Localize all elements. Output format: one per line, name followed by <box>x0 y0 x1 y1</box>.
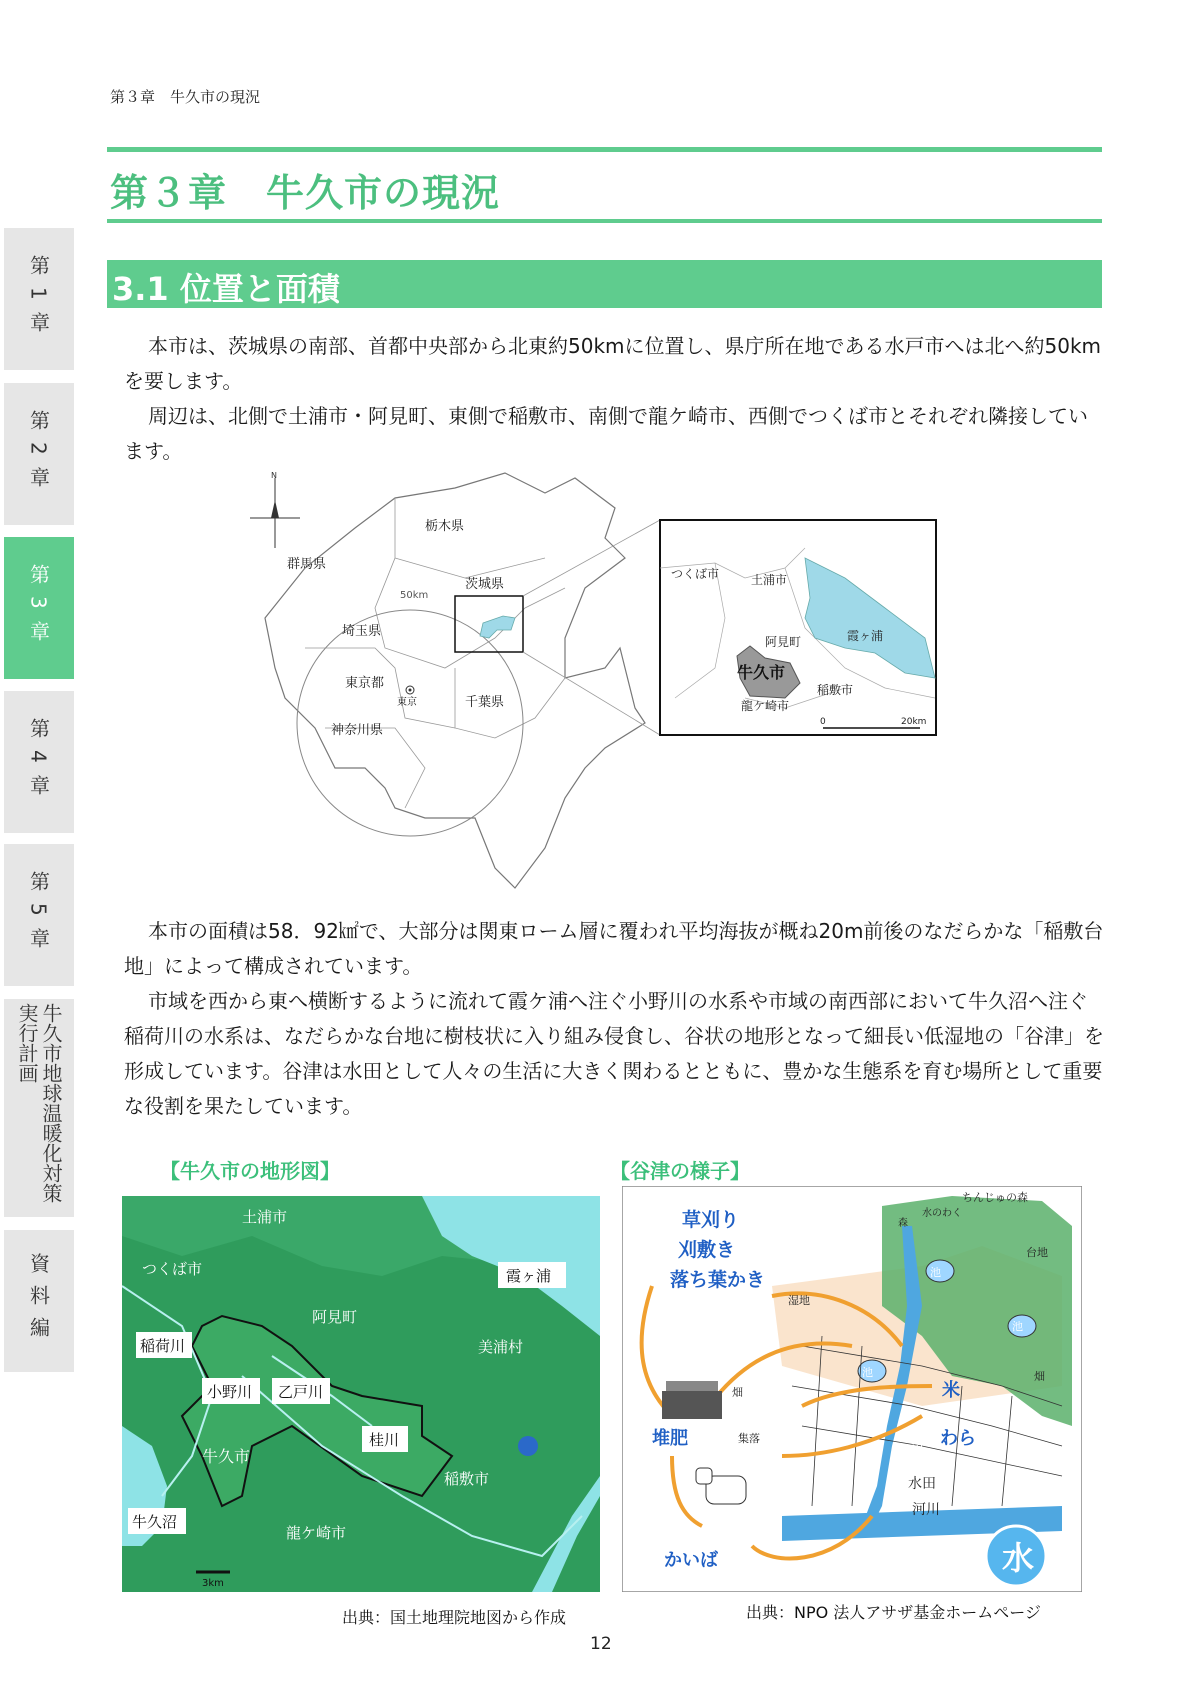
yatsu-credit: 出典：NPO 法人アサザ基金ホームページ <box>746 1603 1041 1622</box>
side-tab-appendix[interactable] <box>4 1230 74 1372</box>
north-arrow-icon <box>250 471 300 548</box>
svg-text:草刈り: 草刈り <box>682 1209 740 1231</box>
svg-text:霞ヶ浦: 霞ヶ浦 <box>847 629 884 643</box>
svg-text:龍ケ崎市: 龍ケ崎市 <box>741 699 790 713</box>
svg-text:刈敷き: 刈敷き <box>678 1239 736 1261</box>
side-tab-chapter-5[interactable] <box>4 844 74 986</box>
svg-text:わら: わら <box>940 1428 976 1449</box>
svg-text:美浦村: 美浦村 <box>478 1338 524 1356</box>
svg-text:霞ヶ浦: 霞ヶ浦 <box>506 1267 552 1285</box>
svg-text:米: 米 <box>942 1380 960 1401</box>
svg-text:土浦市: 土浦市 <box>751 573 788 587</box>
terrain-map <box>122 1196 600 1592</box>
yatsu-illustration <box>622 1186 1082 1592</box>
svg-text:池: 池 <box>862 1366 873 1379</box>
svg-text:50km: 50km <box>400 590 429 601</box>
side-tab-chapter-4[interactable] <box>4 691 74 833</box>
side-tab-label: 第3章 <box>26 563 51 653</box>
side-tab-chapter-1[interactable] <box>4 228 74 370</box>
svg-text:水田: 水田 <box>908 1476 936 1492</box>
side-tab-label: 第5章 <box>26 870 51 960</box>
svg-text:千葉県: 千葉県 <box>465 695 505 710</box>
side-tab-plan[interactable] <box>4 999 74 1217</box>
svg-text:畑: 畑 <box>732 1386 743 1399</box>
paragraph: 周辺は、北側で土浦市・阿見町、東側で稲敷市、南側で龍ケ崎市、西側でつくば市とそれぞれ隣接しています。 <box>124 404 1088 463</box>
svg-text:神奈川県: 神奈川県 <box>331 723 384 738</box>
svg-text:牛久市: 牛久市 <box>202 1447 251 1466</box>
svg-text:0: 0 <box>820 717 826 727</box>
svg-text:稲荷川: 稲荷川 <box>140 1337 186 1355</box>
svg-text:堆肥: 堆肥 <box>652 1428 688 1449</box>
yatsu-figure-title: 【谷津の様子】 <box>610 1159 750 1183</box>
svg-text:乙戸川: 乙戸川 <box>278 1383 324 1401</box>
svg-text:落ち葉かき: 落ち葉かき <box>670 1269 766 1291</box>
svg-text:水のわく: 水のわく <box>922 1208 962 1219</box>
svg-text:池: 池 <box>930 1266 941 1279</box>
svg-text:桂川: 桂川 <box>369 1431 400 1449</box>
terrain-credit: 出典：国土地理院地図から作成 <box>342 1608 567 1627</box>
location-paragraphs <box>124 329 1104 469</box>
paragraph: 市域を西から東へ横断するように流れて霞ケ浦へ注ぐ小野川の水系や市域の南西部において牛久沼へ注ぐ稲荷川の水系は、なだらかな台地に樹枝状に入り組み侵食し、谷状の地形となって細長い低湿地の「谷津」を形成しています。谷津は水田として人々の生活に大きく関わるとともに、豊かな生態系を育む場所として重要な役割を果たしています。 <box>124 989 1104 1118</box>
svg-text:ちんじゅの森: ちんじゅの森 <box>962 1191 1028 1204</box>
svg-text:森: 森 <box>898 1218 908 1229</box>
svg-text:阿見町: 阿見町 <box>312 1308 358 1326</box>
svg-text:河川: 河川 <box>912 1502 940 1518</box>
side-tab-label: 牛久市地球温暖化対策実行計画 <box>15 1003 63 1203</box>
location-map <box>245 468 1005 898</box>
svg-text:阿見町: 阿見町 <box>765 635 802 649</box>
side-tab-label: 第2章 <box>26 409 51 499</box>
side-tab-chapter-2[interactable] <box>4 383 74 525</box>
svg-text:3km: 3km <box>202 1578 224 1589</box>
side-tab-label: 第1章 <box>26 254 51 344</box>
paragraph: 本市は、茨城県の南部、首都中央部から北東約50kmに位置し、県庁所在地である水戸市へは北へ約50kmを要します。 <box>124 334 1102 393</box>
svg-text:稲敷市: 稲敷市 <box>817 683 854 697</box>
chapter-rule-top <box>107 147 1102 152</box>
svg-text:稲敷市: 稲敷市 <box>444 1470 490 1488</box>
svg-text:畑: 畑 <box>1034 1370 1045 1383</box>
side-tab-chapter-3[interactable] <box>4 537 74 679</box>
chapter-rule-bottom <box>107 219 1102 223</box>
side-tab-label: 資料編 <box>26 1253 51 1349</box>
svg-text:小川: 小川 <box>896 1444 924 1460</box>
svg-text:N: N <box>271 471 277 480</box>
svg-text:つくば市: つくば市 <box>671 567 720 581</box>
svg-text:集落: 集落 <box>738 1432 760 1445</box>
svg-text:つくば市: つくば市 <box>142 1260 203 1278</box>
inset-map <box>660 520 936 735</box>
svg-text:東京都: 東京都 <box>345 676 385 691</box>
paragraph: 本市の面積は58．92㎢で、大部分は関東ローム層に覆われ平均海抜が概ね20m前後のなだらかな「稲敷台地」によって構成されています。 <box>124 919 1104 978</box>
terrain-figure-title: 【牛久市の地形図】 <box>160 1159 340 1183</box>
svg-text:群馬県: 群馬県 <box>287 557 327 572</box>
page-number: 12 <box>590 1634 612 1654</box>
svg-text:20km: 20km <box>901 717 927 727</box>
svg-text:龍ケ崎市: 龍ケ崎市 <box>286 1524 347 1542</box>
svg-text:小野川: 小野川 <box>207 1383 253 1401</box>
svg-text:茨城県: 茨城県 <box>465 577 505 592</box>
svg-text:池: 池 <box>1012 1320 1023 1333</box>
svg-text:牛久沼: 牛久沼 <box>132 1513 178 1531</box>
svg-text:湿地: 湿地 <box>788 1294 810 1307</box>
side-tab-label: 第4章 <box>26 717 51 807</box>
svg-text:埼玉県: 埼玉県 <box>342 624 382 639</box>
pond-marker <box>518 1436 538 1456</box>
compost-pile <box>662 1381 722 1419</box>
area-paragraphs <box>124 914 1104 1124</box>
svg-text:台地: 台地 <box>1026 1246 1048 1259</box>
svg-text:土浦市: 土浦市 <box>242 1208 288 1226</box>
section-title: 3.1 位置と面積 <box>112 270 340 308</box>
chapter-title: 第３章 牛久市の現況 <box>110 171 501 215</box>
svg-text:東京: 東京 <box>397 697 417 708</box>
svg-text:水: 水 <box>1002 1539 1035 1577</box>
svg-text:栃木県: 栃木県 <box>425 519 465 534</box>
svg-text:牛久市: 牛久市 <box>737 663 786 682</box>
running-header: 第３章 牛久市の現況 <box>110 88 261 106</box>
svg-text:かいば: かいば <box>664 1550 718 1571</box>
